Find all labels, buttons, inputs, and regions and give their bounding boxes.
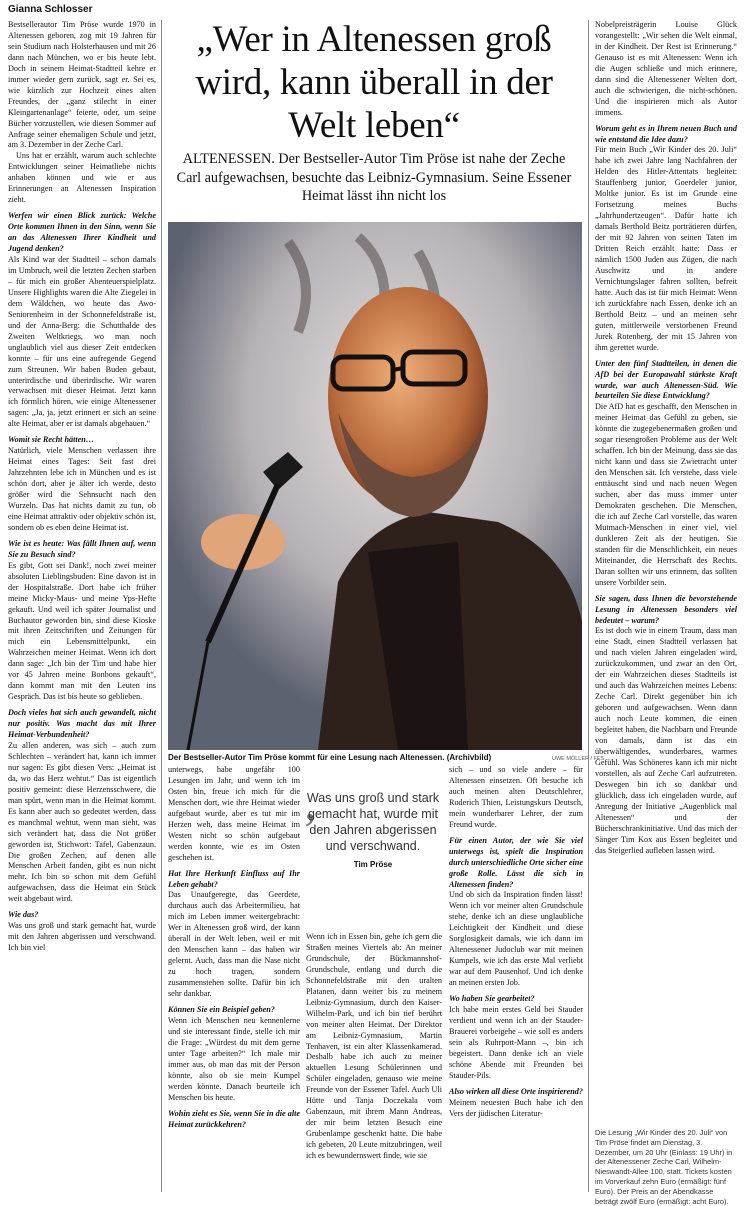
paragraph: Bestsellerautor Tim Pröse wurde 1970 in Altenessen geboren, zog mit 19 Jahren für sein Studium nach Holsterhausen und mit 26 dann nach München, wo er bis heute lebt. Doch in seinem Heimat-Stadtteil kehre er immer wieder gern zurück, sagt er. Sei es, wie kürzlich zur Hochzeit eines alten Freundes, der „ganz stilecht in einer Kleingartenanlage“ feierte, oder, um seine Bücher vorzustellen, wie diesen Sommer auf Anfrage seiner ehemaligen Schule und jetzt, am 3. Dezember in der Zeche Carl. xyxy=(8,20,156,150)
paragraph: Es ist doch wie in einem Traum, dass man eine Stadt, einen Stadtteil verlassen hat und nach vielen Jahren eingeladen wird, zurückzukommen, und zwar an den Ort, der ein Wahrzeichen dieses Stadtteils ist und auch das Wahrzeichen meines Lebens: Zeche Carl. Direkt gegenüber bin ich geboren und aufgewachsen. Wenn dann auch noch Leute kommen, die einen begleitet haben, die Nachbarn und Freunde von damals, dann ist das ein überwältigendes, wunderbares, warmes Gefühl. Was Schöneres kann ich mir nicht vorstellen, als auf Zeche Carl aufzutreten. Deswegen bin ich so dankbar und glücklich, dass ich eingeladen wurde, auf Anregung der Initiative „Augenblick mal Altenessen“ und der Bücherschrankinitiative. Und das mich der Sänger Tim Kox aus Essen begleitet und das Steigerlied aufleben lassen wird. xyxy=(595,626,737,855)
interview-question: Also wirken all diese Orte inspirierend? xyxy=(449,1086,583,1096)
quote-mark-icon: ‚ xyxy=(302,777,318,830)
interview-question: Womit sie Recht hätten… xyxy=(8,435,95,445)
paragraph: Wenn ich in Essen bin, gehe ich gern die Straßen meines Viertels ab: An meiner Grundschule, der Bückmannshof-Grundschule, entlang und durch die Schonnefeldstraße mit den uralten Platanen, dann weiter bis zu meinem Leibniz-Gymnasium, durch den Kaiser-Wilhelm-Park, und ich bin tief berührt von meiner alten Heimat. Der Direktor am Leibniz-Gymnasium, Martin Tenhaven, ist ein alter Klassenkamerad. Deshalb habe ich auch zu meiner aktuellen Lesung Schülerinnen und Schüler eingeladen, genauso wie meine Freunde von der Essener Tafel. Auch Uli Hütte und Tanja Doczekala vom Gabenzaun, mit ihrem Mann Andreas, der mir beim letzten Besuch eine Grubenlampe geschenkt hatte. Die habe ich gebeten, 20 Leute mitzubringen, weil ich es bewundernswert finde, wie sie xyxy=(306,932,442,1161)
pull-quote-text: Was uns groß und stark gemacht hat, wurde mit den Jahren abgerissen und verschwand. xyxy=(306,791,440,853)
column-1 xyxy=(8,20,156,954)
column-2 xyxy=(168,765,300,1131)
pull-quote xyxy=(303,790,443,869)
column-divider xyxy=(161,20,162,1192)
paragraph: Uns hat er erzählt, warum auch schlechte Entwicklungen seiner Heimatliebe nichts anhaben können und wie er aus Erinnerungen an Altenessen Inspiration zieht. xyxy=(8,151,156,205)
interview-question: Sie sagen, dass Ihnen die bevorstehende Lesung in Altenessen besonders viel bedeutet – warum? xyxy=(595,593,737,625)
paragraph: sich – und so viele andere – für Altenessen einsetzen. Oft besuche ich auch meinen alten Deutschlehrer, Roderich Thien, Leistungskurs Deutsch, mein wunderbarer Lehrer, der zum Freund wurde. xyxy=(449,765,583,829)
interview-question: Wohin zieht es Sie, wenn Sie in die alte Heimat zurückkehren? xyxy=(168,1108,300,1129)
column-4 xyxy=(449,765,583,1120)
interview-question: Hat Ihre Herkunft Einfluss auf Ihr Leben gehabt? xyxy=(168,868,300,889)
pull-quote-author: Tim Pröse xyxy=(353,860,393,869)
paragraph: Wenn ich Menschen neu kennenlerne und sie interessant finde, stelle ich mir die Frage: „Würdest du mit dem gerne unter Tage arbeiten?“ Ich male mir immer aus, ob man das mit der Person könnte, also ob sie mein Kumpel werden könnte. Danach beurteile ich Menschen bis heute. xyxy=(168,1015,300,1102)
paragraph: Das Unaufgeregte, das Geerdete, durchaus auch das Arbeitermilieu, hat mich im Leben immer weitergebracht: Wer in Altenessen groß wird, der kann überall in der Welt leben, weil er mit den Menschen kann – das haben wir gelernt. Auch, dass man die Nase nicht zu hoch tragen, sondern zusammenstehen sollte. Dafür bin ich sehr dankbar. xyxy=(168,890,300,999)
column-5 xyxy=(595,20,737,856)
paragraph: Als Kind war der Stadtteil – schon damals im Umbruch, weil die letzten Zechen starben – für mich ein großer Abenteuerspielplatz. Unsere Highlights waren die Alte Ziegelei in dem Wäldchen, wo heute das Awo-Seniorenheim in der Schonnefeldstraße ist, und der Anna-Berg: die Schutthalde des Zweiten Weltkriegs, wo man noch unglaublich viel aus dieser Zeit entdecken konnte – für uns eine aufregende Gegend zum Streunen. Wir haben Buden gebaut, unterirdische und überirdische. Wir waren verwachsen mit dieser Heimat. Jetzt kann ich förmlich hören, wie einige Altenessener sagen: „Ja, ja, jetzt erinnert er sich an seine alte Heimat, aber er ist damals abgehauen.“ xyxy=(8,255,156,429)
article-deck: ALTENESSEN. Der Bestseller-Autor Tim Pröse ist nahe der Zeche Carl aufgewachsen, besuchte das Leibniz-Gymnasium. Seine Essener Heimat lässt ihn nicht los xyxy=(176,151,572,204)
paragraph: Nobelpreisträgerin Louise Glück vorangestellt: „Wir sehen die Welt einmal, in der Kindheit. Der Rest ist Erinnerung.“ Genauso ist es mit Altenessen: Wenn ich die Augen schließe und mich erinnere, dann sind die Altenessener Welten dort, auch die schwierigen, die nicht-schönen. Und die inspirieren mich als Autor immens. xyxy=(595,20,737,117)
paragraph: Meinem neuesten Buch habe ich den Vers der jüdischen Literatur- xyxy=(449,1097,583,1118)
paragraph: Zu allen anderen, was sich – auch zum Schlechten – verändert hat, kann ich immer nur sagen: Es gibt diesen Vers: „Heimat ist da, wo das Herz wehtut.“ Das ist eigentlich positiv gemeint: diese Herzensschwere, die man spürt, wenn man in die Heimat kommt. Es kann aber auch so gedeutet werden, dass es manchmal wehtut, wenn man sieht, was sich verändert hat, dass die Not größer geworden ist, Stichwort: Tafel, Gabenzaun. Die großen Zechen, auf denen alle Menschen Arbeit fanden, gibt es nun nicht mehr. Ich bin so schon mit dem Gefühl aufgewachsen, dass die Heimat ein Stück weit abgebaut wird. xyxy=(8,741,156,904)
interview-question: Wie das? xyxy=(8,910,39,920)
paragraph: Ich habe mein erstes Geld bei Stauder verdient und wenn ich an der Stauder-Brauerei vorbeigehe – wie soll es anders sein als Ruhrpott-Mann –, bin ich begeistert. Dann denke ich an viele schöne Abende mit Freunden bei Stauder-Pils. xyxy=(449,1005,583,1080)
interview-question: Werfen wir einen Blick zurück: Welche Orte kommen Ihnen in den Sinn, wenn Sie an das Altenessen Ihrer Kindheit und Jugend denken? xyxy=(8,211,156,254)
headline: „Wer in Altenessen groß wird, kann überall in der Welt leben“ xyxy=(195,19,553,146)
interview-question: Doch vieles hat sich auch gewandelt, nicht nur positiv. Was macht das mit Ihrer Heimat-Verbundenheit? xyxy=(8,708,156,740)
paragraph: unterwegs, habe ungefähr 100 Lesungen im Jahr, und wenn ich im Osten bin, freue ich mich für die Menschen dort, wie ihre Heimat wieder aufgebaut wurde, aber es tut mir im Herzen weh, dass meine Heimat im Westen nicht so schön aufgebaut werden konnte, wie es im Osten geschehen ist. xyxy=(168,765,300,862)
interview-question: Worum geht es in Ihrem neuen Buch und wie entstand die Idee dazu? xyxy=(595,123,737,144)
photo-caption: Der Bestseller-Autor Tim Pröse kommt für eine Lesung nach Altenessen. (Archivbild) xyxy=(168,753,492,762)
interview-question: Können Sie ein Beispiel geben? xyxy=(168,1005,275,1015)
interview-question: Unter den fünf Stadtteilen, in denen die AfD bei der Europawahl stärkste Kraft wurde, war auch Altenessen-Süd. Wie beurteilen Sie diese Entwicklung? xyxy=(595,358,737,401)
column-3 xyxy=(306,932,442,1162)
event-info-box: Die Lesung „Wir Kinder des 20. Juli“ von Tim Pröse findet am Dienstag, 3. Dezember, um 20 Uhr (Einlass: 19 Uhr) in der Altenessener Zeche Carl, Wilhelm-Nieswandt-Allee 100, statt. Tickets kosten im Vorverkauf zehn Euro (ermäßigt: fünf Euro). Der Preis an der Abendkasse beträgt zwölf Euro (ermäßigt: acht Euro). xyxy=(595,1128,733,1206)
paragraph: Und ob sich da Inspiration finden lässt! Wenn ich vor meiner alten Grundschule stehe, denke ich an diese unglaubliche Leichtigkeit der Kindheit und diese Sorglosigkeit damals, wie ich dann im Altenessener Judoclub war mit meinen Kumpels, wie ich das erste Mal verliebt war auf dem Pausenhof. Und ich denke an meinen ersten Job. xyxy=(449,890,583,988)
interview-question: Wo haben Sie gearbeitet? xyxy=(449,994,535,1004)
interview-question: Für einen Autor, der wie Sie viel unterwegs ist, spielt die Inspiration durch unterschiedliche Orte sicher eine große Rolle. Lässt die sich in Altenessen finden? xyxy=(449,835,583,889)
interview-question: Wie ist es heute: Was fällt Ihnen auf, wenn Sie zu Besuch sind? xyxy=(8,538,156,559)
author-photo xyxy=(168,222,582,750)
paragraph: Natürlich, viele Menschen verlassen ihre Heimat eines Tages: Seit fast drei Jahrzehnten lebe ich in München und es ist schön dort, aber je älter ich werde, desto größer wird die Sehnsucht nach den Wurzeln. Das hat nichts damit zu tun, ob eine Heimat attraktiv oder objektiv schön ist, sondern ob es eben deine Heimat ist. xyxy=(8,446,156,532)
column-divider xyxy=(588,20,589,1192)
paragraph: Die AfD hat es geschafft, den Menschen in meiner Heimat das Gefühl zu geben, sie könnte die zugegebenermaßen großen und sogar riesengroßen Probleme aus der Welt schaffen. Ich bin der Meinung, dass sie das nicht kann und dass sie Zwietracht unter den Menschen sät. Ich verstehe, dass viele enttäuscht sind und nach neuen Wegen suchen, aber das muss immer unter Demokraten geschehen. Die Menschen, die ich auf Zeche Carl vorstelle, das waren Mutmach-Menschen in einer viel, viel dunkleren Zeit als der heutigen. Sie standen für die Menschlichkeit, ein neues Miteinander, die Herrschaft des Rechts. Daran sollten wir uns erinnern, das sollten unsere Vorbilder sein. xyxy=(595,402,737,587)
photo-credit: UWE MÖLLER / FFS xyxy=(552,756,604,762)
portrait-illustration xyxy=(168,222,582,750)
paragraph: Für mein Buch „Wir Kinder des 20. Juli“ habe ich zwei Jahre lang Nachfahren der Helden des Hitler-Attentats begleitet: Stauffenberg junior, Goerdeler junior, Moltke junior. Es ist im Grunde eine Fortsetzung meines Buchs „Jahrhundertzeugen“. Dafür hatte ich damals Berthold Beitz porträtieren dürfen, der mit 92 Jahren von seinen Taten im Dritten Reich erzählt hatte: Dass er nämlich 1500 Juden aus Zügen, die nach Auschwitz und in andere Vernichtungslager fahren sollten, befreit hatte. Auch das ist für mich Heimat: Wenn ich zurückfahre nach Essen, denke ich an Berthold Beitz – und an meinen sehr guten, mittlerweile verstorbenen Freund Jurek Rotenberg, der mit 15 Jahren von ihm gerettet wurde. xyxy=(595,145,737,352)
paragraph: Was uns groß und stark gemacht hat, wurde mit den Jahren abgerissen und verschwand. Ich bin viel xyxy=(8,921,156,953)
author-byline: Gianna Schlosser xyxy=(8,4,93,15)
paragraph: Es gibt, Gott sei Dank!, noch zwei meiner absoluten Lieblingsbuden: Eine davon ist in der Hospitalstraße. Dort habe ich früher meine Micky-Maus- und meine Yps-Hefte gekauft. Und weil ich später Journalist und Buchautor geworden bin, sind diese Kioske mit ihren Zeitschriften und Zeitungen für mich ein Lebensmittelpunkt, ein Wahrzeichen meiner Heimat. Wenn ich dort dann sage: „Ich bin der Tim und habe hier vor 45 Jahren meine Bonbons gekauft“, dann kommt man mit den Leuten ins Gespräch. Das ist bis heute so geblieben. xyxy=(8,560,156,702)
